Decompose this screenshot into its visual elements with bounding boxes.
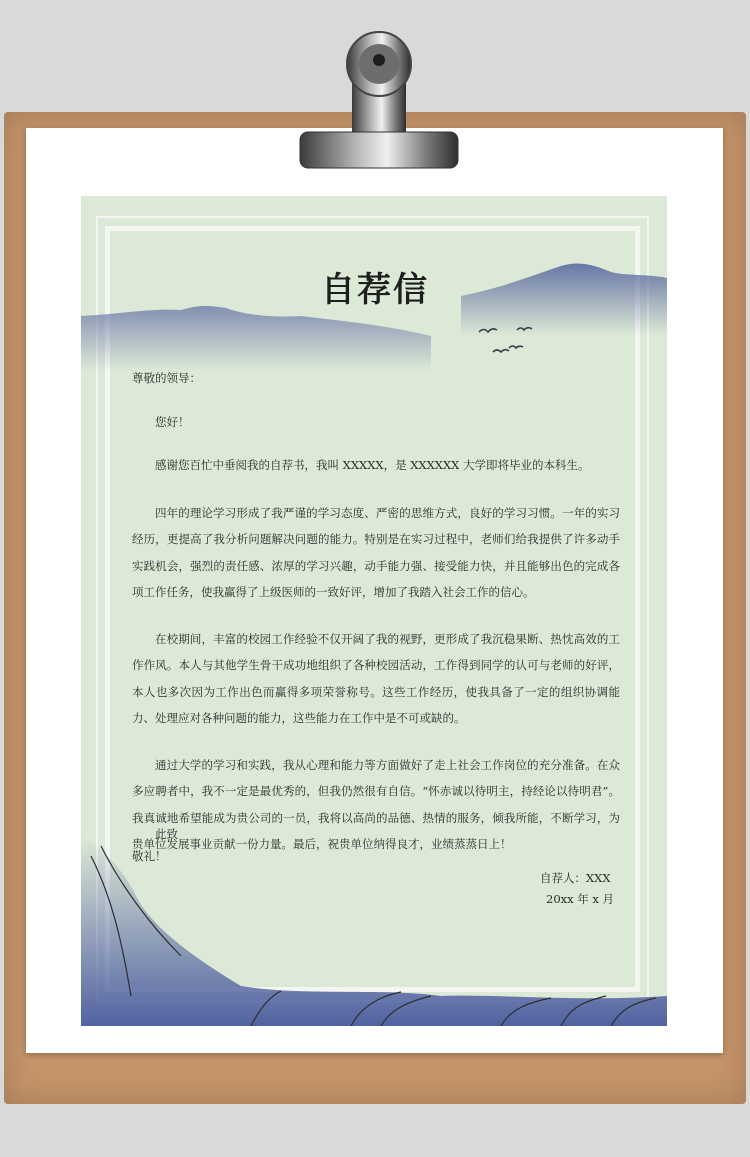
bottom-ink-shape <box>81 836 667 1026</box>
closing-respect: 此致 <box>155 827 178 841</box>
greeting: 您好！ <box>155 415 190 429</box>
paragraph-study: 四年的理论学习形成了我严谨的学习态度、严密的思维方式，良好的学习习惯。一年的实习经历，更提高了我分析问题解决问题的能力。特别是在实习过程中，老师们给我提供了许多动手实践机会，强烈的责任感、浓厚的学习兴趣，动手能力强、接受能力快，并且能够出色的完成各项工作任务，使我赢得了上级医师的一致好评，增加了我踏入社会工作的信心。 <box>132 505 620 599</box>
signature: 自荐人：XXX <box>540 871 611 885</box>
letter-body <box>132 452 620 858</box>
paragraph-campus: 在校期间，丰富的校园工作经验不仅开阔了我的视野，更形成了我沉稳果断、热忱高效的工作作风。本人与其他学生骨干成功地组织了各种校园活动，工作得到同学的认可与老师的好评，本人也多次因为工作出色而赢得多项荣誉称号。这些工作经历，使我具备了一定的组织协调能力、处理应对各种问题的能力，这些能力在工作中是不可或缺的。 <box>132 631 620 725</box>
mountain-left-shape <box>81 306 431 371</box>
closing-salute: 敬礼！ <box>132 849 167 863</box>
paragraph-intro: 感谢您百忙中垂阅我的自荐书，我叫 XXXXX，是 XXXXXX 大学即将毕业的本科生。 <box>155 458 590 472</box>
paragraph-closing: 通过大学的学习和实践，我从心理和能力等方面做好了走上社会工作岗位的充分准备。在众多应聘者中，我不一定是最优秀的，但我仍然很有自信。“怀赤诚以待明主，持经论以待明君”。我真诚地希望能成为贵公司的一员，我将以高尚的品德、热情的服务，倾我所能，不断学习，为贵单位发展事业贡献一份力量。最后，祝贵单位纳得良才，业绩蒸蒸日上！ <box>132 757 620 851</box>
salutation: 尊敬的领导： <box>132 371 201 385</box>
binder-clip-icon <box>296 20 462 170</box>
letter-title: 自荐信 <box>321 270 429 310</box>
letter-date: 20xx 年 x 月 <box>546 892 615 906</box>
